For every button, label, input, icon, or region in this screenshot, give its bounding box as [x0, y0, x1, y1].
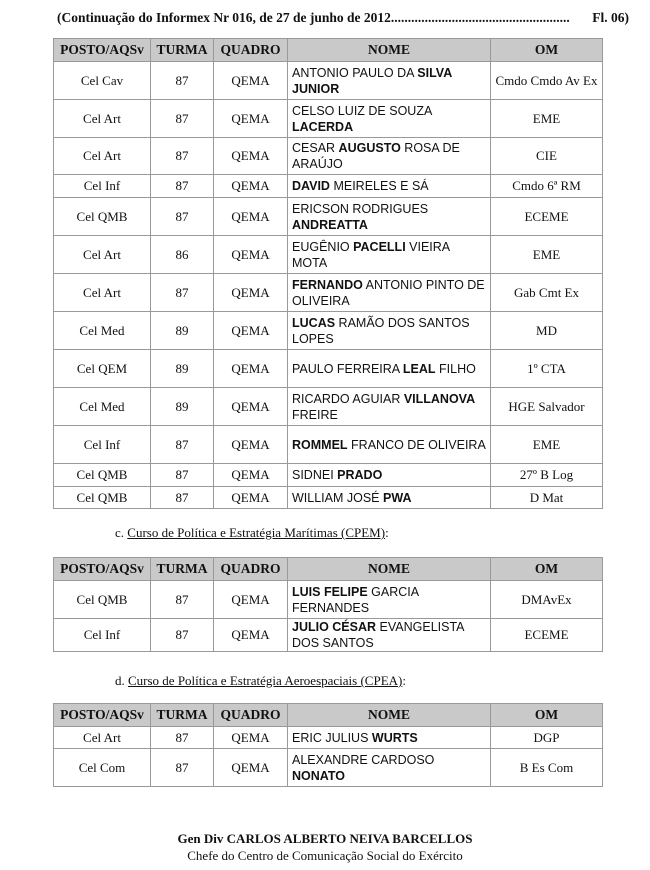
cell-turma: 86 [151, 236, 214, 274]
cell-om: B Es Com [491, 749, 603, 787]
section-title: Curso de Política e Estratégia Aeroespaciais (CPEA) [128, 673, 403, 688]
name-part: ALEXANDRE CARDOSO [292, 752, 435, 767]
personnel-table [53, 38, 603, 509]
cell-turma: 87 [151, 727, 214, 749]
name-part: EVANGELISTA DOS SANTOS [292, 620, 464, 650]
cell-posto: Cel Cav [54, 62, 151, 100]
cell-turma: 87 [151, 426, 214, 464]
section-heading [115, 525, 389, 541]
cell-nome [288, 619, 491, 652]
signature-rank: Gen Div [177, 831, 227, 846]
signature-full-name: CARLOS ALBERTO NEIVA BARCELLOS [226, 831, 473, 846]
table-row [54, 312, 603, 350]
name-part: CELSO LUIZ DE SOUZA [292, 103, 432, 118]
cell-nome [288, 274, 491, 312]
cell-nome [288, 100, 491, 138]
name-part: ERIC JULIUS [292, 730, 372, 745]
table-row [54, 274, 603, 312]
name-part: ANTONIO PINTO DE OLIVEIRA [292, 277, 485, 308]
section-heading [115, 673, 406, 689]
section-title: Curso de Política e Estratégia Marítimas (CPEM) [127, 525, 386, 540]
cell-posto: Cel Art [54, 138, 151, 175]
cell-posto: Cel Art [54, 236, 151, 274]
cell-posto: Cel Com [54, 749, 151, 787]
cell-posto: Cel Inf [54, 426, 151, 464]
cell-om: EME [491, 236, 603, 274]
cell-om: CIE [491, 138, 603, 175]
cell-om: EME [491, 426, 603, 464]
signature-role: Chefe do Centro de Comunicação Social do Exército [187, 848, 463, 863]
name-surname-bold: PWA [383, 490, 412, 505]
header-title: (Continuação do Informex Nr 016, de 27 de junho de 2012..................................................... [57, 10, 570, 25]
cell-om: MD [491, 312, 603, 350]
name-surname-bold: VILLANOVA [403, 391, 476, 406]
section-letter: d. [115, 673, 125, 688]
cell-turma: 87 [151, 100, 214, 138]
cell-posto: Cel QEM [54, 350, 151, 388]
cell-nome [288, 749, 491, 787]
cell-nome [288, 350, 491, 388]
cell-om: D Mat [491, 487, 603, 509]
name-surname-bold: ANDREATTA [292, 217, 368, 232]
name-part: CESAR [292, 141, 339, 155]
cell-quadro: QEMA [214, 198, 288, 236]
name-surname-bold: SILVA JUNIOR [292, 65, 452, 96]
cell-turma: 87 [151, 581, 214, 619]
column-header-posto: POSTO/AQSv [54, 39, 151, 62]
cell-quadro: QEMA [214, 350, 288, 388]
cell-nome [288, 175, 491, 198]
cell-turma: 87 [151, 749, 214, 787]
cell-posto: Cel Art [54, 727, 151, 749]
name-surname-bold: JULIO CÉSAR [292, 620, 377, 634]
name-part: EUGÊNIO [292, 239, 354, 254]
document-header [57, 10, 629, 26]
name-part: FREIRE [292, 407, 338, 422]
cell-nome [288, 426, 491, 464]
cell-turma: 87 [151, 175, 214, 198]
cell-om: 27º B Log [491, 464, 603, 487]
cell-posto: Cel QMB [54, 198, 151, 236]
cell-om: ECEME [491, 198, 603, 236]
column-header-nome: NOME [288, 704, 491, 727]
cell-posto: Cel Med [54, 312, 151, 350]
cell-nome [288, 487, 491, 509]
cell-nome [288, 236, 491, 274]
section-suffix: : [385, 525, 389, 540]
table-header-row [54, 558, 603, 581]
cell-nome [288, 62, 491, 100]
name-surname-bold: LUCAS [292, 315, 336, 330]
page-number: Fl. 06) [592, 10, 629, 25]
table-row [54, 100, 603, 138]
name-part: PAULO FERREIRA [292, 361, 403, 376]
name-surname-bold: NONATO [292, 768, 346, 783]
cell-quadro: QEMA [214, 426, 288, 464]
cell-turma: 87 [151, 487, 214, 509]
column-header-om: OM [491, 39, 603, 62]
column-header-om: OM [491, 704, 603, 727]
name-part: WILLIAM JOSÉ [292, 490, 383, 505]
cell-quadro: QEMA [214, 749, 288, 787]
cell-quadro: QEMA [214, 464, 288, 487]
cell-posto: Cel Med [54, 388, 151, 426]
cell-posto: Cel QMB [54, 581, 151, 619]
name-surname-bold: LACERDA [292, 119, 354, 134]
cell-om: ECEME [491, 619, 603, 652]
column-header-posto: POSTO/AQSv [54, 558, 151, 581]
name-part: MEIRELES E SÁ [329, 179, 429, 193]
cell-om: DMAvEx [491, 581, 603, 619]
cell-nome [288, 464, 491, 487]
name-part: RICARDO AGUIAR [292, 391, 404, 406]
name-part: SIDNEI [292, 468, 338, 482]
cell-quadro: QEMA [214, 100, 288, 138]
personnel-table [53, 557, 603, 652]
name-surname-bold: WURTS [371, 730, 418, 745]
cell-posto: Cel QMB [54, 487, 151, 509]
cell-om: 1º CTA [491, 350, 603, 388]
cell-quadro: QEMA [214, 236, 288, 274]
cell-nome [288, 581, 491, 619]
table-row [54, 487, 603, 509]
cell-posto: Cel Inf [54, 175, 151, 198]
cell-turma: 87 [151, 464, 214, 487]
table-header-row [54, 704, 603, 727]
cell-om: EME [491, 100, 603, 138]
table-row [54, 619, 603, 652]
table-row [54, 350, 603, 388]
column-header-turma: TURMA [151, 39, 214, 62]
name-surname-bold: AUGUSTO [338, 141, 401, 155]
name-surname-bold: ROMMEL [292, 437, 348, 452]
cell-om: DGP [491, 727, 603, 749]
cell-nome [288, 312, 491, 350]
table-row [54, 464, 603, 487]
column-header-quadro: QUADRO [214, 39, 288, 62]
name-surname-bold: FERNANDO [292, 277, 363, 292]
column-header-turma: TURMA [151, 558, 214, 581]
section-letter: c. [115, 525, 125, 540]
cell-quadro: QEMA [214, 388, 288, 426]
section-suffix: : [402, 673, 406, 688]
cell-turma: 89 [151, 312, 214, 350]
table-row [54, 175, 603, 198]
cell-quadro: QEMA [214, 487, 288, 509]
cell-turma: 87 [151, 198, 214, 236]
name-part: ROSA DE ARAÚJO [292, 141, 460, 171]
table-row [54, 62, 603, 100]
cell-posto: Cel Inf [54, 619, 151, 652]
cell-om: Gab Cmt Ex [491, 274, 603, 312]
table-row [54, 388, 603, 426]
cell-turma: 87 [151, 62, 214, 100]
name-surname-bold: PACELLI [353, 239, 406, 254]
name-surname-bold: LEAL [402, 361, 436, 376]
table-row [54, 426, 603, 464]
cell-quadro: QEMA [214, 312, 288, 350]
name-part: ANTONIO PAULO DA [292, 65, 418, 80]
cell-turma: 87 [151, 619, 214, 652]
table-row [54, 749, 603, 787]
cell-posto: Cel Art [54, 274, 151, 312]
column-header-quadro: QUADRO [214, 704, 288, 727]
cell-turma: 87 [151, 274, 214, 312]
cell-quadro: QEMA [214, 581, 288, 619]
personnel-table [53, 703, 603, 787]
column-header-om: OM [491, 558, 603, 581]
cell-quadro: QEMA [214, 274, 288, 312]
cell-quadro: QEMA [214, 175, 288, 198]
cell-om: Cmdo Cmdo Av Ex [491, 62, 603, 100]
table-row [54, 198, 603, 236]
cell-quadro: QEMA [214, 619, 288, 652]
cell-quadro: QEMA [214, 62, 288, 100]
name-surname-bold: PRADO [337, 468, 383, 482]
name-part: ERICSON RODRIGUES [292, 201, 429, 216]
table-row [54, 727, 603, 749]
cell-nome [288, 388, 491, 426]
cell-turma: 89 [151, 350, 214, 388]
cell-nome [288, 727, 491, 749]
name-part: RAMÃO DOS SANTOS LOPES [292, 315, 470, 346]
name-surname-bold: LUIS FELIPE [292, 584, 368, 599]
cell-turma: 87 [151, 138, 214, 175]
column-header-turma: TURMA [151, 704, 214, 727]
cell-om: HGE Salvador [491, 388, 603, 426]
cell-om: Cmdo 6ª RM [491, 175, 603, 198]
signature-name [0, 831, 650, 847]
cell-quadro: QEMA [214, 138, 288, 175]
column-header-posto: POSTO/AQSv [54, 704, 151, 727]
cell-nome [288, 198, 491, 236]
name-part: FRANCO DE OLIVEIRA [347, 437, 486, 452]
name-surname-bold: DAVID [292, 179, 330, 193]
cell-posto: Cel QMB [54, 464, 151, 487]
cell-posto: Cel Art [54, 100, 151, 138]
name-part: VIEIRA MOTA [292, 239, 450, 270]
cell-quadro: QEMA [214, 727, 288, 749]
table-row [54, 236, 603, 274]
column-header-quadro: QUADRO [214, 558, 288, 581]
table-row [54, 138, 603, 175]
name-part: GARCIA FERNANDES [292, 584, 419, 615]
cell-nome [288, 138, 491, 175]
cell-turma: 89 [151, 388, 214, 426]
table-row [54, 581, 603, 619]
name-part: FILHO [435, 361, 476, 376]
column-header-nome: NOME [288, 558, 491, 581]
column-header-nome: NOME [288, 39, 491, 62]
table-header-row [54, 39, 603, 62]
